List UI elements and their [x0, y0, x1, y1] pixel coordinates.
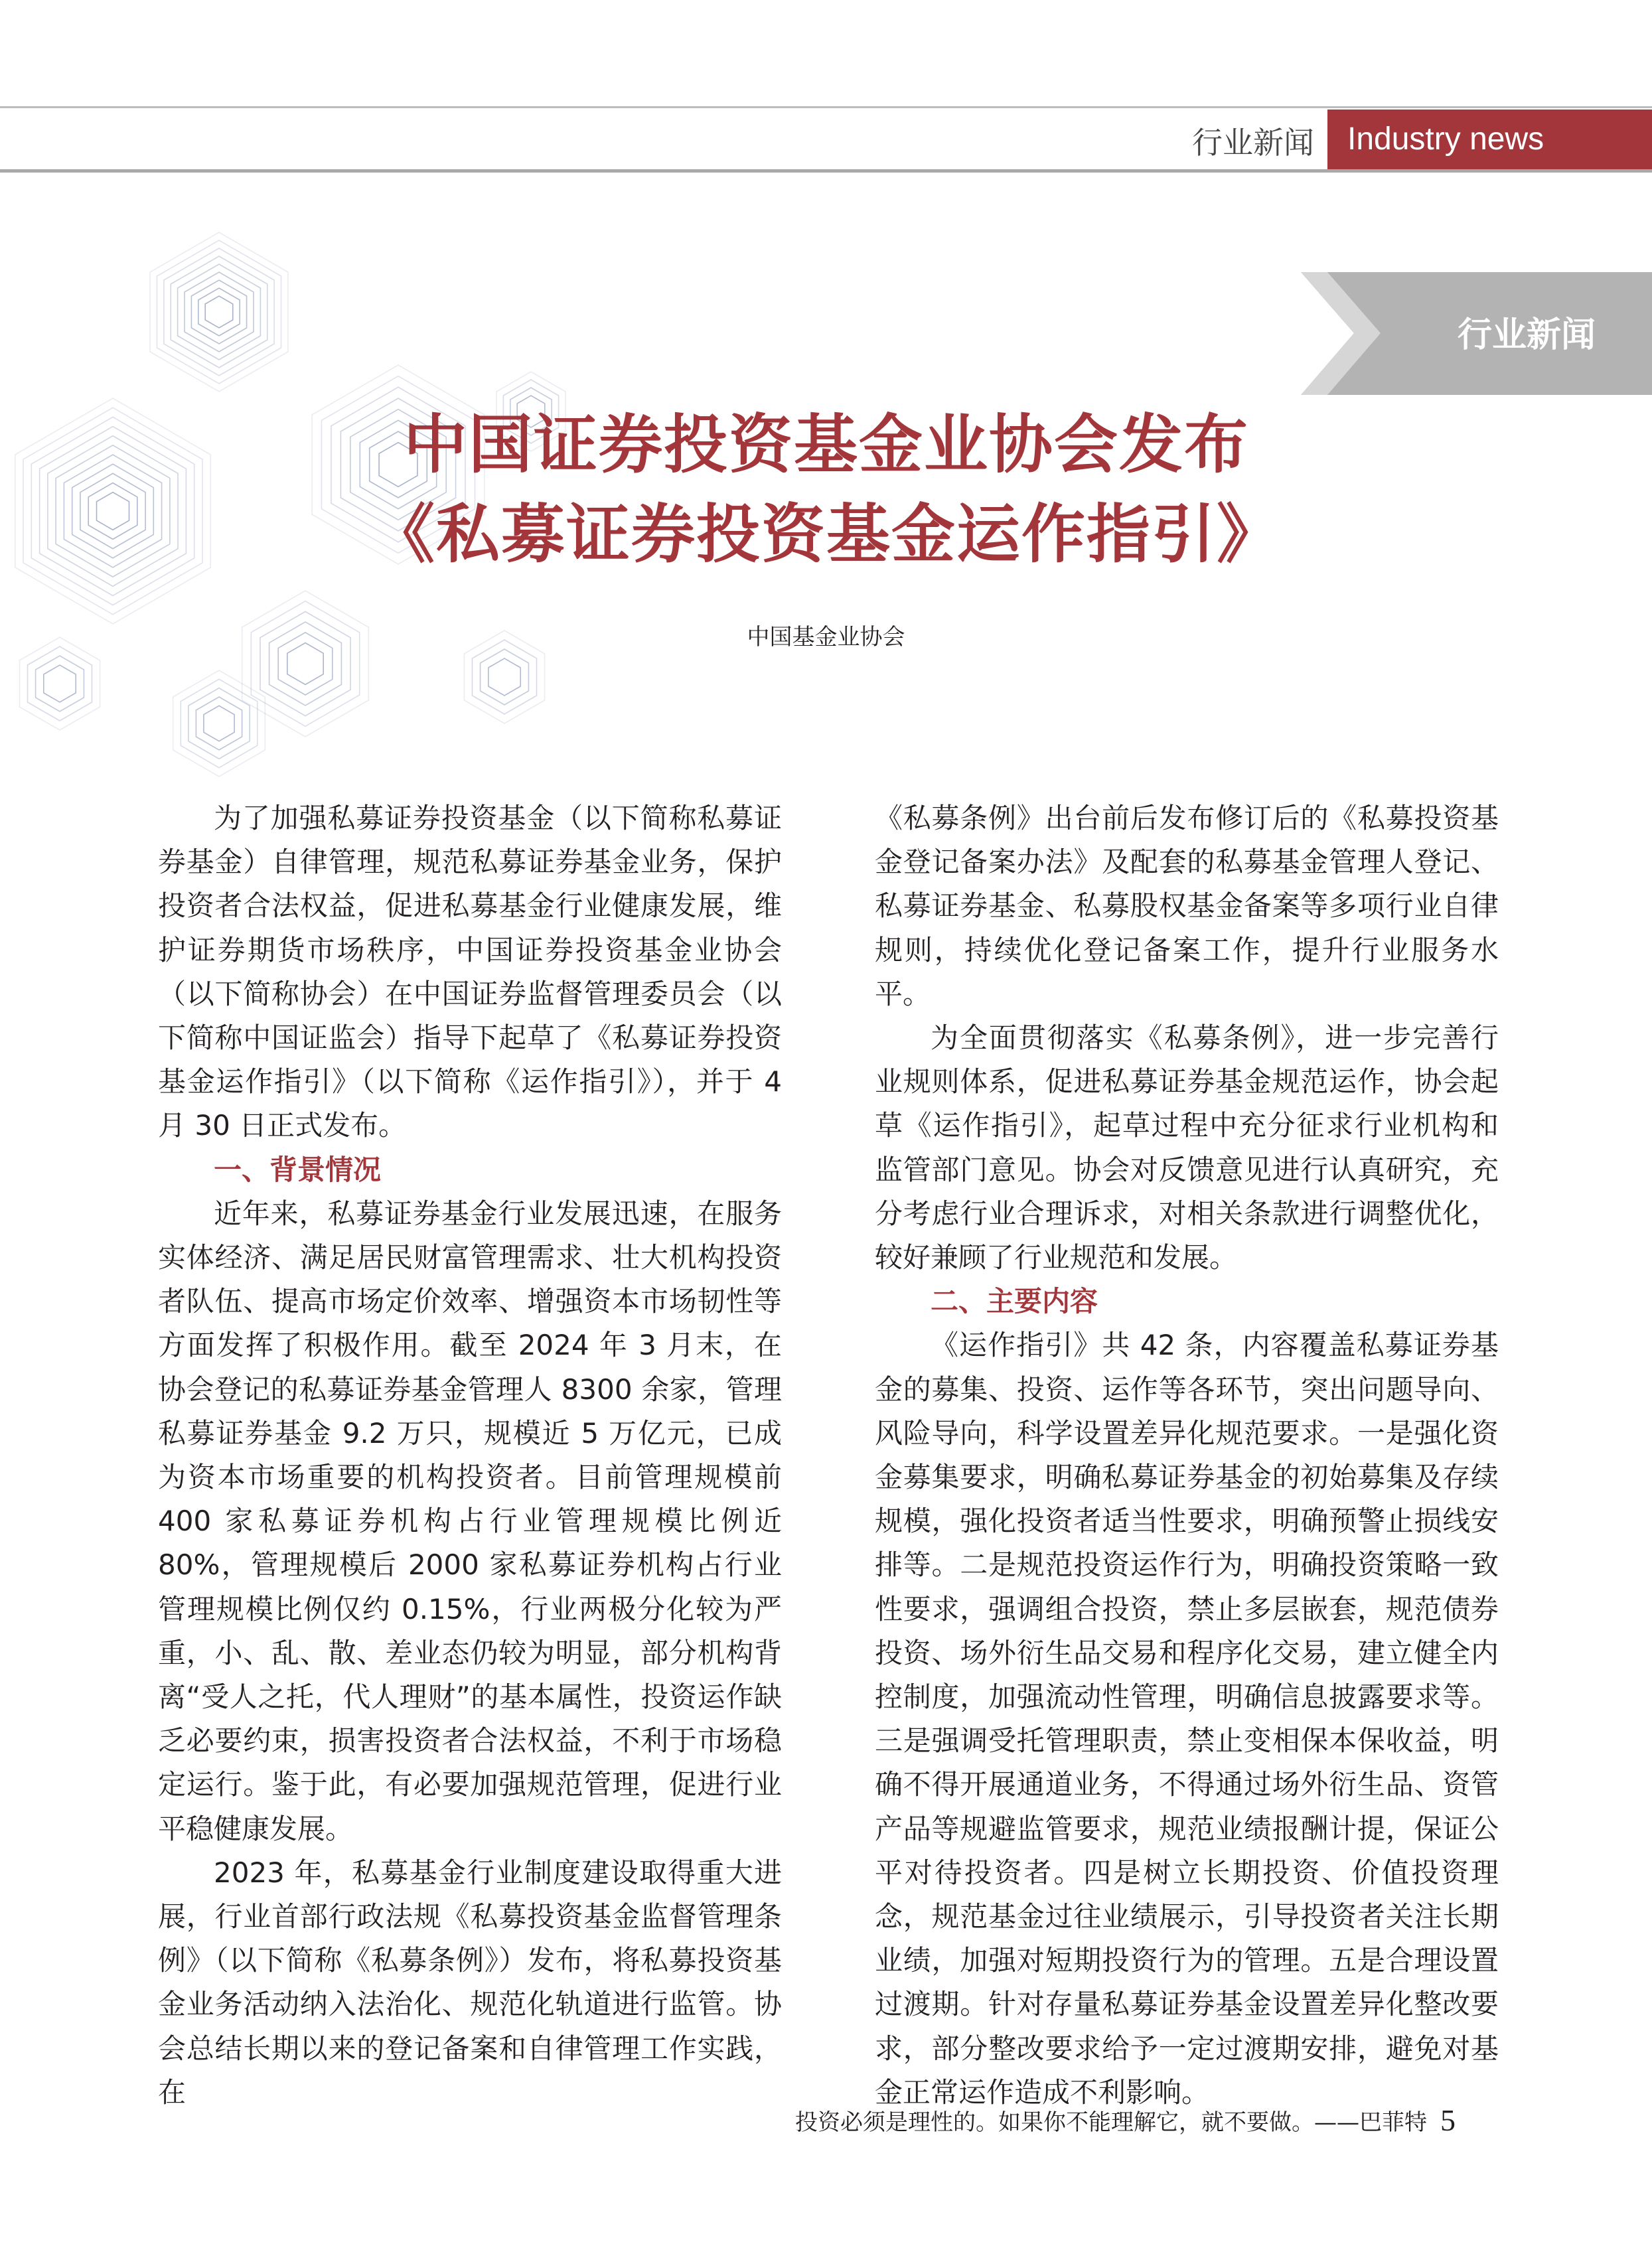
footer-quote: 投资必须是理性的。如果你不能理解它，就不要做。——巴菲特 — [795, 2109, 1427, 2136]
banner-label: 行业新闻 — [1457, 315, 1596, 355]
hexagon-outline — [464, 631, 544, 723]
hexagon-outline — [188, 688, 250, 759]
hexagon-outline — [56, 445, 170, 577]
hexagon-outline — [196, 697, 242, 750]
paragraph: 《运作指引》共 42 条，内容覆盖私募证券基金的募集、投资、运作等各环节，突出问题导向、风险导向，科学设置差异化规范要求。一是强化资金募集要求，明确私募证券基金的初始募集及存续规模，强化投资者适当性要求，明确预警止损线安排等。二是规范投资运作行为，明确投资策略一致性要求，强调组合投资，禁止多层嵌套，规范债券投资、场外衍生品交易和程序化交易，建立健全内控制度，加强流动性管理，明确信息披露要求等。三是强调受托管理职责，禁止变相保本保收益，明确不得开展通道业务，不得通过场外衍生品、资管产品等规避监管要求，规范业绩报酬计提，保证公平对待投资者。四是树立长期投资、价值投资理念，规范基金过往业绩展示，引导投资者关注长期业绩，加强对短期投资行为的管理。五是合理设置过渡期。针对存量私募证券基金设置差异化整改要求，部分整改要求给予一定过渡期安排，避免对基金正常运作造成不利影响。 — [875, 1329, 1499, 2109]
body-column-left — [158, 796, 782, 2115]
hexagon-outline — [40, 427, 187, 596]
hexagon-outline — [44, 665, 76, 702]
paragraph: 为全面贯彻落实《私募条例》，进一步完善行业规则体系，促进私募证券基金规范运作，协会起草《运作指引》，起草过程中充分征求行业机构和监管部门意见。协会对反馈意见进行认真研究，充分考虑行业合理诉求，对相关条款进行调整优化，较好兼顾了行业规范和发展。 — [875, 1021, 1499, 1274]
hexagon-outline — [36, 656, 84, 711]
section-label-cn: 行业新闻 — [1192, 125, 1314, 161]
hexagon-outline — [181, 679, 257, 767]
paragraph-continued: 《私募条例》出台前后发布修订后的《私募投资基金登记备案办法》及配套的私募基金管理人登记、私募证券基金、私募股权基金备案等多项行业自律规则，持续优化登记备案工作，提升行业服务水平。 — [875, 802, 1499, 1010]
hexagon-outline — [88, 483, 137, 540]
hexagon-outline — [251, 601, 359, 727]
hexagon-outline — [287, 643, 323, 685]
hexagon-outline — [191, 280, 246, 344]
hexagon-outline — [204, 706, 234, 741]
hexagon-outline — [278, 633, 333, 695]
header-top-rule — [0, 106, 1652, 108]
article-title-line-1: 中国证券投资基金业协会发布 — [404, 407, 1249, 482]
hexagon-outline — [269, 622, 342, 706]
hexagon-outline — [64, 455, 161, 567]
hexagon-outline — [171, 256, 267, 368]
page-number: 5 — [1440, 2103, 1456, 2137]
hexagon-outline — [178, 264, 261, 360]
hexagon-outline — [488, 658, 520, 696]
paragraph: 为了加强私募证券投资基金（以下简称私募证券基金）自律管理，规范私募证券基金业务，保护投资者合法权益，促进私募基金行业健康发展，维护证券期货市场秩序，中国证券投资基金业协会（以下简称协会）在中国证券监督管理委员会（以下简称中国证监会）指导下起草了《私募证券投资基金运作指引》（以下简称《运作指引》），并于 4 月 30 日正式发布。 — [158, 802, 782, 1142]
hexagon-outline — [185, 272, 254, 352]
article-title-line-2: 《私募证券投资基金运作指引》 — [371, 496, 1282, 571]
hexagon-outline — [80, 473, 145, 548]
hexagon-outline — [198, 288, 240, 336]
hexagon-outline — [164, 248, 274, 376]
article-author: 中国基金业协会 — [747, 624, 905, 650]
hexagon-outline — [48, 436, 178, 587]
hexagon-outline — [242, 591, 369, 737]
hexagon-outline — [72, 464, 154, 558]
hexagon-outline — [97, 492, 129, 530]
paragraph: 近年来，私募证券基金行业发展迅速，在服务实体经济、满足居民财富管理需求、壮大机构投资者队伍、提高市场定价效率、增强资本市场韧性等方面发挥了积极作用。截至 2024 年 3 月末，在协会登记的私募证券基金管理人 8300 余家，管理私募证券基金 9.2 万只，规模近 5 万亿元，已成为资本市场重要的机构投资者。目前管理规模前 400 家私募证券机构占行业管理规模比例近 80%，管理规模后 2000 家私募证券机构占行业管理规模比例仅约 0.15%，行业两极分化较为严重，小、乱、散、差业态仍较为明显，部分机构背离“受人之托，代人理财”的基本属性，投资运作缺乏必要约束，损害投资者合法权益，不利于市场稳定运行。鉴于此，有必要加强规范管理，促进行业平稳健康发展。 — [158, 1197, 782, 1845]
section-heading-main-content: 二、主要内容 — [931, 1285, 1098, 1318]
section-heading-background: 一、背景情况 — [214, 1153, 382, 1186]
hexagon-outline — [260, 611, 350, 715]
section-label-en: Industry news — [1327, 110, 1652, 169]
hexagon-outline — [157, 240, 281, 384]
hexagon-outline — [481, 649, 529, 705]
header-bottom-rule — [0, 169, 1652, 173]
hexagon-outline — [28, 646, 92, 721]
hexagon-outline — [15, 398, 210, 624]
paragraph: 2023 年，私募基金行业制度建设取得重大进展，行业首部行政法规《私募投资基金监督管理条例》（以下简称《私募条例》）发布，将私募投资基金业务活动纳入法治化、规范化轨道进行监管。协会总结长期以来的登记备案和自律管理工作实践，在 — [158, 1856, 782, 2109]
body-column-right — [875, 796, 1499, 2115]
hexagon-outline — [23, 408, 202, 615]
hexagon-outline — [19, 637, 100, 730]
hexagon-outline — [473, 640, 537, 714]
hexagon-outline — [205, 296, 233, 328]
